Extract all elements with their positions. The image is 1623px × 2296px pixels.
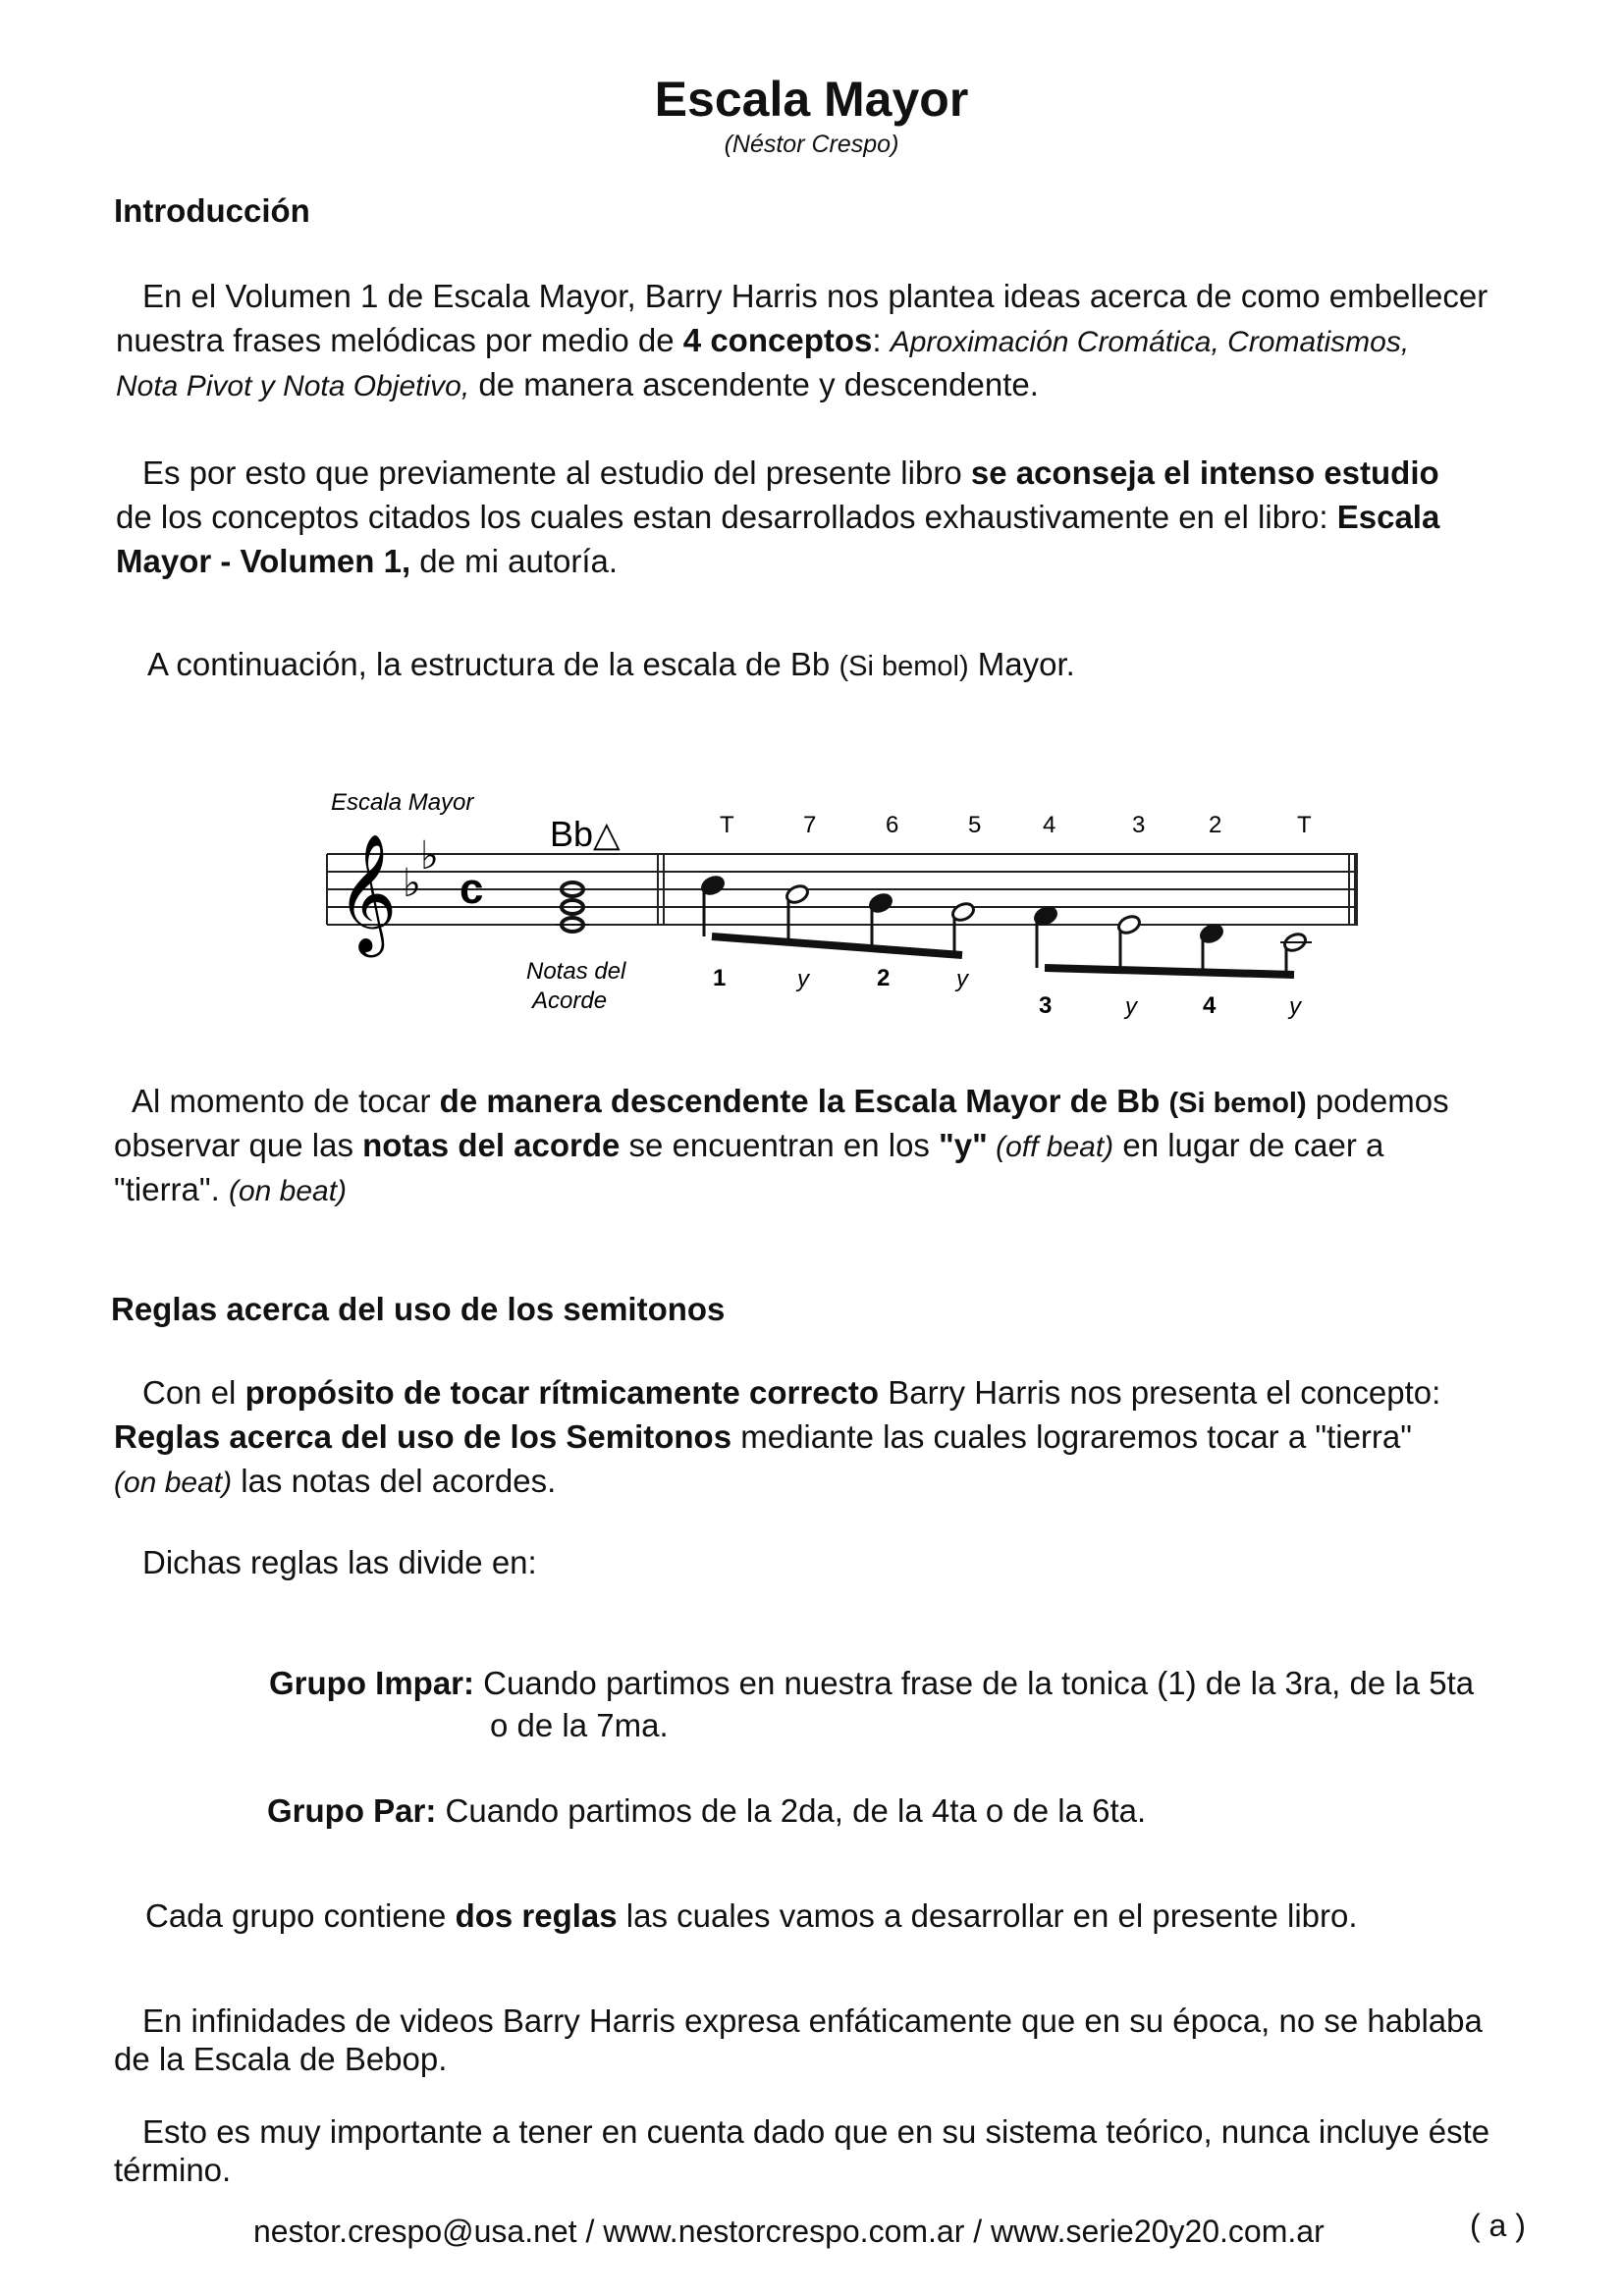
- text-run: 4 conceptos: [682, 322, 873, 358]
- intro-paragraph-1-line-3: [116, 363, 1039, 408]
- text-run: las notas del acordes.: [232, 1463, 557, 1499]
- odd-group-line-1: [269, 1662, 1474, 1705]
- beat-label: y: [797, 966, 809, 992]
- chord-label-line-2: Acorde: [532, 988, 608, 1014]
- text-run: Nota Pivot y Nota Objetivo,: [116, 370, 470, 402]
- text-run: Cuando partimos en nuestra frase de la tonica (1) de la 3ra, de la 5ta: [474, 1665, 1475, 1701]
- beat-label: 1: [713, 965, 727, 991]
- rules-paragraph-1-line-3: [114, 1460, 556, 1505]
- text-run: podemos: [1306, 1083, 1449, 1119]
- text-run: :: [872, 322, 891, 358]
- beat-label: y: [1289, 993, 1301, 1020]
- author: (Néstor Crespo): [724, 131, 899, 158]
- descending-paragraph-line-2: [114, 1124, 1383, 1169]
- treble-clef-icon: 𝄞: [337, 836, 398, 950]
- odd-group-label: Grupo Impar:: [269, 1665, 475, 1701]
- scale-degree-label: 7: [803, 812, 817, 838]
- beat-label: y: [1125, 993, 1137, 1020]
- text-run: Aproximación Cromática, Cromatismos,: [890, 326, 1410, 358]
- text-run: de manera descendente la Escala Mayor de Bb: [439, 1083, 1169, 1119]
- intro-heading: Introducción: [114, 192, 310, 229]
- text-run: (on beat): [228, 1175, 348, 1207]
- descending-paragraph-line-1: [132, 1080, 1449, 1125]
- scale-notation: [0, 766, 1623, 1050]
- notation-caption: Escala Mayor: [331, 789, 474, 816]
- beam: [1045, 968, 1294, 975]
- flat-key-signature-icon: [403, 834, 439, 905]
- text-run: (off beat): [987, 1131, 1114, 1163]
- intro-paragraph-3: [147, 643, 1075, 688]
- text-run: de manera ascendente y descendente.: [469, 366, 1039, 402]
- text-run: Reglas acerca del uso de los Semitonos: [114, 1418, 732, 1455]
- even-group-label: Grupo Par:: [267, 1792, 437, 1829]
- text-run: (Si bemol): [839, 651, 969, 682]
- text-run: (Si bemol): [1168, 1088, 1307, 1119]
- text-run: se aconseja el intenso estudio: [970, 454, 1439, 491]
- common-time-icon: c: [460, 865, 484, 913]
- text-run: Cada grupo contiene: [145, 1897, 456, 1934]
- scale-degree-label: 3: [1132, 812, 1146, 838]
- page-title: Escala Mayor: [654, 72, 969, 127]
- descending-paragraph-line-3: [114, 1168, 347, 1213]
- scale-degree-label: 6: [886, 812, 899, 838]
- text-run: Escala: [1336, 499, 1440, 535]
- chord-label-line-1: Notas del: [526, 958, 626, 985]
- scale-degree-label: 5: [968, 812, 982, 838]
- intro-paragraph-1-line-1: En el Volumen 1 de Escala Mayor, Barry Harris nos plantea ideas acerca de como embellecer: [142, 278, 1488, 314]
- text-run: mediante las cuales lograremos tocar a "tierra": [731, 1418, 1412, 1455]
- text-run: Es por esto que previamente al estudio del presente libro: [142, 454, 971, 491]
- intro-paragraph-2-line-2: [116, 496, 1439, 539]
- text-run: "y": [939, 1127, 988, 1163]
- chord-symbol: Bb△: [550, 814, 621, 854]
- text-run: A continuación, la estructura de la escala de Bb: [147, 646, 839, 682]
- text-run: propósito de tocar rítmicamente correcto: [244, 1374, 880, 1411]
- scale-degree-label: 4: [1043, 812, 1056, 838]
- rules-paragraph-5-line-1: Esto es muy importante a tener en cuenta dado que en su sistema teórico, nunca incluye éste: [142, 2113, 1490, 2150]
- text-run: en lugar de caer a: [1113, 1127, 1384, 1163]
- footer-contact: nestor.crespo@usa.net / www.nestorcrespo.com.ar / www.serie20y20.com.ar: [253, 2214, 1325, 2249]
- even-group: [267, 1789, 1146, 1833]
- text-run: de los conceptos citados los cuales estan desarrollados exhaustivamente en el libro:: [116, 499, 1337, 535]
- scale-degree-label: T: [720, 812, 734, 838]
- text-run: nuestra frases melódicas por medio de: [116, 322, 683, 358]
- rules-paragraph-2: Dichas reglas las divide en:: [142, 1544, 537, 1580]
- text-run: notas del acorde: [362, 1127, 621, 1163]
- rules-paragraph-3: [145, 1895, 1358, 1938]
- rules-paragraph-4-line-1: En infinidades de videos Barry Harris expresa enfáticamente que en su época, no se hablaba: [142, 2002, 1483, 2039]
- beat-label: 3: [1039, 992, 1053, 1019]
- text-run: dos reglas: [455, 1897, 618, 1934]
- rules-paragraph-5-line-2: término.: [114, 2152, 232, 2188]
- intro-paragraph-1-line-2: [116, 319, 1409, 364]
- degree-labels: [720, 812, 1312, 838]
- svg-text:♭: ♭: [403, 862, 421, 905]
- rules-paragraph-1-line-1: [142, 1371, 1440, 1415]
- text-run: las cuales vamos a desarrollar en el presente libro.: [617, 1897, 1358, 1934]
- beat-label: y: [956, 966, 968, 992]
- rules-heading: Reglas acerca del uso de los semitonos: [111, 1291, 726, 1327]
- page-number: ( a ): [1470, 2208, 1526, 2243]
- beam: [712, 936, 962, 955]
- text-run: de mi autoría.: [410, 543, 619, 579]
- text-run: (on beat): [114, 1467, 233, 1499]
- text-run: se encuentran en los: [620, 1127, 940, 1163]
- beat-label: 2: [877, 965, 891, 991]
- scale-degree-label: 2: [1209, 812, 1222, 838]
- odd-group-line-2: o de la 7ma.: [490, 1707, 669, 1743]
- intro-paragraph-2-line-1: [142, 452, 1439, 495]
- text-run: "tierra".: [114, 1171, 229, 1207]
- svg-text:♭: ♭: [420, 834, 439, 878]
- text-run: Mayor - Volumen 1,: [116, 543, 411, 579]
- text-run: Mayor.: [968, 646, 1075, 682]
- scale-degree-label: T: [1297, 812, 1312, 838]
- rules-paragraph-1-line-2: [114, 1415, 1412, 1459]
- intro-paragraph-2-line-3: [116, 540, 618, 583]
- text-run: Cuando partimos de la 2da, de la 4ta o de la 6ta.: [436, 1792, 1147, 1829]
- text-run: Barry Harris nos presenta el concepto:: [879, 1374, 1441, 1411]
- text-run: Con el: [142, 1374, 245, 1411]
- beat-label: 4: [1203, 992, 1217, 1019]
- text-run: Al momento de tocar: [132, 1083, 440, 1119]
- text-run: observar que las: [114, 1127, 363, 1163]
- rules-paragraph-4-line-2: de la Escala de Bebop.: [114, 2041, 448, 2077]
